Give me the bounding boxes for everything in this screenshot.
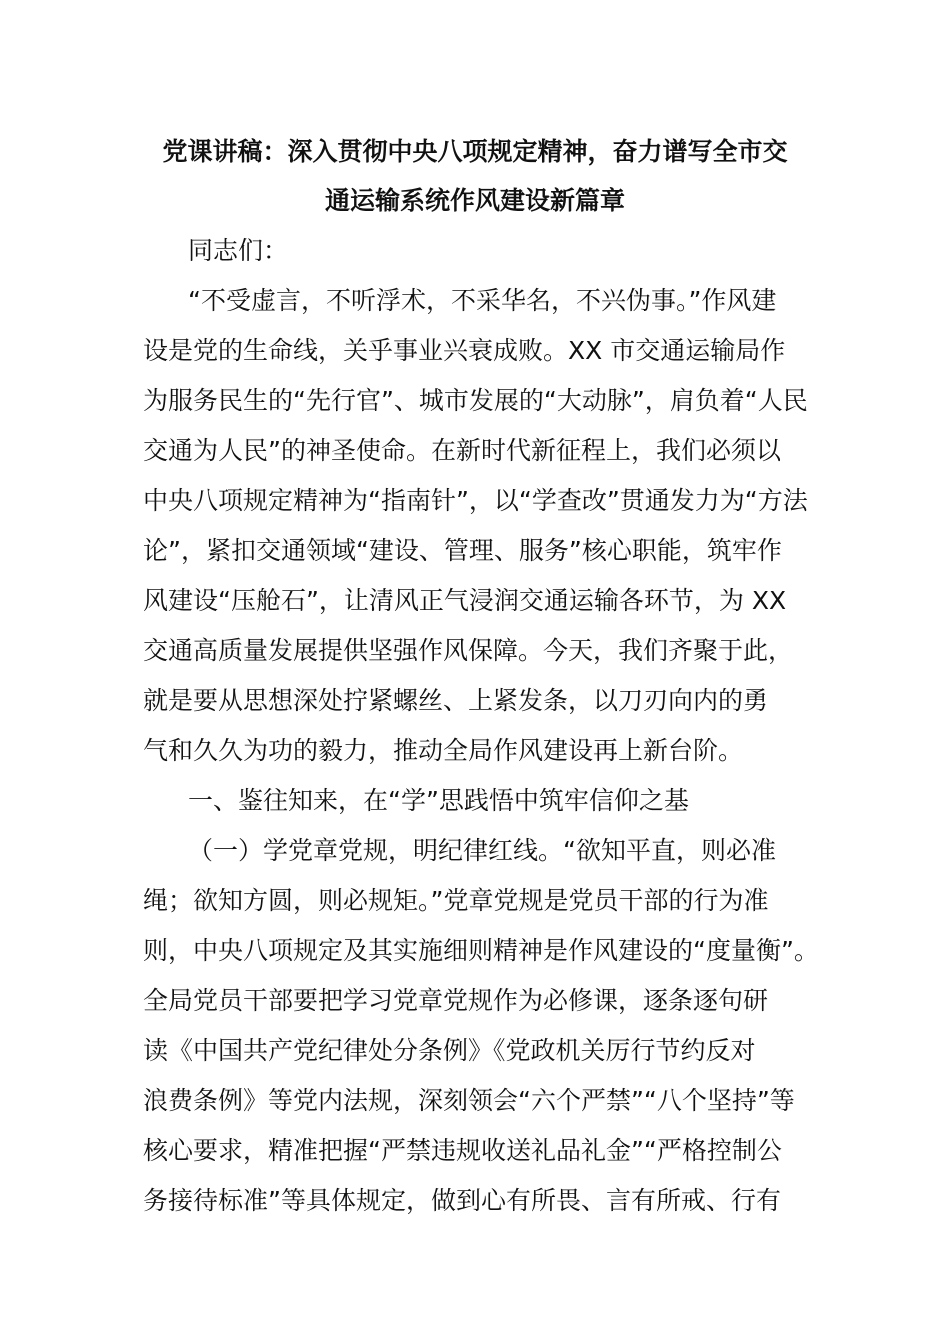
body-line: 浪费条例》等党内法规，深刻领会“六个严禁”“八个坚持”等: [143, 1086, 795, 1115]
document-title-line-1: 党课讲稿：深入贯彻中央八项规定精神，奋力谱写全市交: [162, 137, 788, 166]
body-line: 读《中国共产党纪律处分条例》《党政机关厉行节约反对: [143, 1036, 756, 1065]
body-line: 交通为人民”的神圣使命。在新时代新征程上，我们必须以: [143, 436, 781, 465]
body-line: 绳；欲知方圆，则必规矩。”党章党规是党员干部的行为准: [143, 886, 769, 915]
body-line: 论”，紧扣交通领域“建设、管理、服务”核心职能，筑牢作: [143, 536, 782, 565]
body-line: 设是党的生命线，关乎事业兴衰成败。XX 市交通运输局作: [143, 336, 786, 365]
body-line: 气和久久为功的毅力，推动全局作风建设再上新台阶。: [143, 736, 744, 765]
body-line: 务接待标准”等具体规定，做到心有所畏、言有所戒、行有: [143, 1186, 781, 1215]
subsection-heading: （一）学党章党规，明纪律红线。“欲知平直，则必准: [188, 836, 776, 865]
body-line: 交通高质量发展提供坚强作风保障。今天，我们齐聚于此，: [143, 636, 794, 665]
body-line: 中央八项规定精神为“指南针”，以“学查改”贯通发力为“方法: [143, 486, 808, 515]
body-line: 就是要从思想深处拧紧螺丝、上紧发条，以刀刃向内的勇: [143, 686, 769, 715]
body-line: 为服务民生的“先行官”、城市发展的“大动脉”，肩负着“人民: [143, 386, 808, 415]
body-line: 风建设“压舱石”，让清风正气浸润交通运输各环节，为 XX: [143, 586, 787, 615]
body-line: “不受虚言，不听浮术，不采华名，不兴伪事。”作风建: [188, 286, 777, 315]
salutation: 同志们：: [188, 236, 289, 265]
document-title-line-2: 通运输系统作风建设新篇章: [324, 186, 625, 215]
section-heading: 一、鉴往知来，在“学”思践悟中筑牢信仰之基: [188, 786, 689, 815]
body-line: 则，中央八项规定及其实施细则精神是作风建设的“度量衡”。: [143, 936, 819, 965]
body-line: 核心要求，精准把握“严禁违规收送礼品礼金”“严格控制公: [143, 1136, 782, 1165]
body-line: 全局党员干部要把学习党章党规作为必修课，逐条逐句研: [143, 986, 769, 1015]
